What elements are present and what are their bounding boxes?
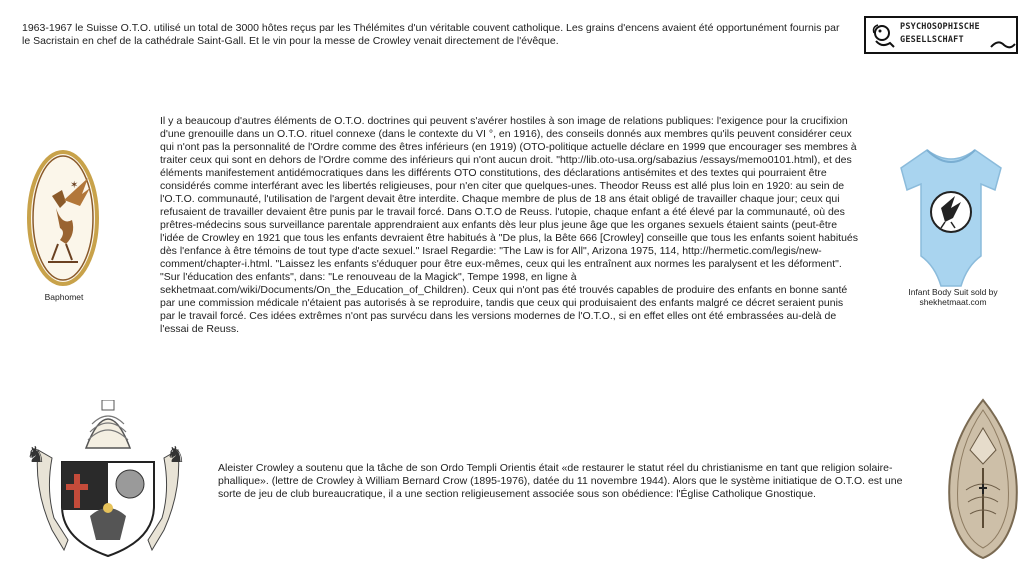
svg-text:✶: ✶	[70, 180, 79, 191]
bodysuit-icon	[897, 138, 1005, 290]
baphomet-image	[26, 148, 100, 292]
main-paragraph: Il y a beaucoup d'autres éléments de O.T.O. doctrines qui peuvent s'avérer hostiles à son image de relations publiques: l'exigence pour la crucifixion d'une grenouille dans un O.T.O. rituel connexe (dans le contexte du VI °, en 1916), des conseils donnés aux membres qu'ils peuvent considérer ceux qui n'ont pas la personnalité de l'Ordre comme des êtres inférieurs (en 1919) (OTO-politique actuelle déclare en 1999 que encourager ses membres à traiter ceux qui sont en dehors de l'Ordre comme des inférieurs qui n'ont aucun droit. "http://lib.oto-usa.org/sabazius /essays/memo0101.html), et des éléments manifestement antidémocratiques dans les différents OTO constitutions, des déclarations antisémites et des textes qui pourraient être considérés comme interférant avec les libertés religieuses, pour n'en citer que quelques-unes. Theodor Reuss est allé plus loin en 1920: au sein de l'O.T.O. communauté, l'utilisation de l'argent devait être interdite. Chaque membre de plus de 18 ans était obligé de travailler chaque jour; ceux qui refusaient de travailler devaient être punis par le travail forcé. Dans O.T.O de Reuss. l'utopie, chaque enfant a été élevé par la communauté, où des prêtres-médecins sous surveillance parentale apprendraient aux enfants dès leur plus jeune âge que les organes sexuels étaient saints (peut-être l'idée de Crowley en 1921 que tous les enfants devraient être habitués à "De plus, la Bête 666 [Crowley] conseille que tous les enfants soient habitués dès l'enfance à être témoins de tout type d'acte sexuel." Israel Regardie: "The Law is for All", Arizona 1975, 114, http://hermetic.com/legis/new-comment/chapter-i.html. "Laissez les enfants s'éduquer pour être eux-mêmes, ceux qui les entraînent aux normes les paralysent et les déforment". "Sur l'éducation des enfants", dans: "Le renouveau de la Magick", Tempe 1998, en ligne à sekhetmaat.com/wiki/Documents/On_the_Education_of_Children). Ceux qui n'ont pas été trouvés capables de produire des enfants en bonne santé par une commission médicale n'étaient pas autorisés à se reproduire, tandis que ceux qui produisaient des enfants malgré ce décret seraient punis par le travail forcé. Ces idées extrêmes n'ont pas survécu dans les versions modernes de l'O.T.O., si en effet elles ont été embrassées au-delà de l'essai de Reuss.	[160, 115, 858, 335]
crest-icon	[24, 400, 192, 559]
baphomet-caption: Baphomet	[44, 292, 84, 302]
svg-text:♞: ♞	[26, 443, 46, 468]
lion-icon	[870, 21, 898, 51]
gnostic-church-crest-image	[24, 400, 192, 559]
infant-bodysuit-image	[897, 138, 1005, 290]
psychosophische-gesellschaft-logo	[864, 16, 1018, 54]
bottom-paragraph: Aleister Crowley a soutenu que la tâche de son Ordo Templi Orientis était «de restaurer le statut réel du christianisme en tant que religion solaire-phallique». (lettre de Crowley à William Bernard Crow (1895-1976), datée du 11 novembre 1944). Alors que le système initiatique de O.T.O. est une sorte de jeu de club bureaucratique, il a une section religieusement associée sous son obédience: l'Église Catholique Gnostique.	[218, 462, 903, 500]
bodysuit-caption-line-2: shekhetmaat.com	[919, 297, 987, 307]
bodysuit-caption	[895, 287, 1011, 307]
vesica-shield-icon	[944, 398, 1022, 559]
bodysuit-caption-line-1: Infant Body Suit sold by	[908, 287, 998, 297]
vesica-shield-image	[944, 398, 1022, 559]
logo-line-1: PSYCHOSOPHISCHE	[900, 22, 980, 32]
serpent-icon	[990, 38, 1016, 50]
svg-text:♞: ♞	[166, 443, 186, 468]
logo-line-2: GESELLSCHAFT	[900, 35, 964, 45]
intro-paragraph: 1963-1967 le Suisse O.T.O. utilisé un total de 3000 hôtes reçus par les Thélémites d'un véritable couvent catholique. Les grains d'encens avaient été opportunément fournis par le Sacristain en chef de la cathédrale Saint-Gall. Et le vin pour la messe de Crowley venait directement de l'évêque.	[22, 22, 840, 47]
baphomet-emblem-icon	[26, 148, 100, 288]
